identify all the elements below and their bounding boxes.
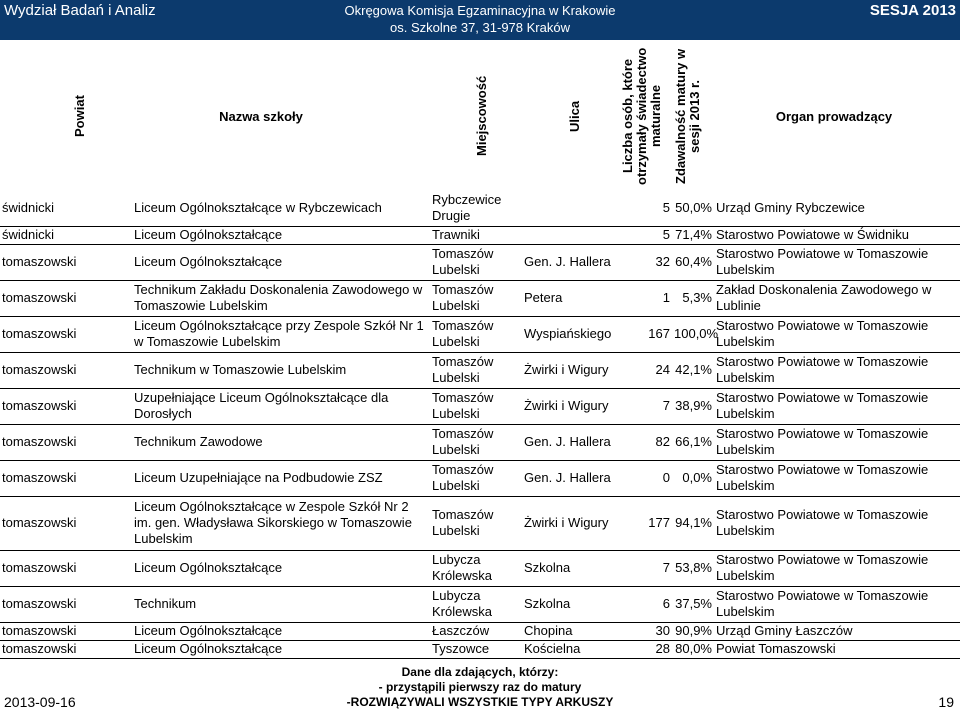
- cell-zdaw: 0,0%: [672, 460, 714, 496]
- cell-zdaw: 42,1%: [672, 352, 714, 388]
- table-row: [0, 190, 960, 226]
- cell-powiat: tomaszowski: [0, 460, 132, 496]
- cell-nazwa: Liceum Ogólnokształcące: [132, 244, 430, 280]
- cell-ulica: [522, 190, 622, 226]
- cell-miejscowosc: Lubycza Królewska: [430, 550, 522, 586]
- cell-miejscowosc: Tomaszów Lubelski: [430, 352, 522, 388]
- schools-table: [0, 190, 960, 659]
- institution-info: [0, 2, 960, 36]
- table-row: [0, 550, 960, 586]
- cell-liczba: 167: [622, 316, 672, 352]
- header-miejscowosc: Miejscowość: [474, 75, 489, 157]
- cell-miejscowosc: Tomaszów Lubelski: [430, 460, 522, 496]
- cell-zdaw: 37,5%: [672, 586, 714, 622]
- cell-zdaw: 90,9%: [672, 622, 714, 640]
- session-label: SESJA 2013: [869, 2, 956, 19]
- cell-zdaw: 100,0%: [672, 316, 714, 352]
- cell-miejscowosc: Rybczewice Drugie: [430, 190, 522, 226]
- header-organ: Organ prowadzący: [775, 108, 893, 124]
- header-nazwa: Nazwa szkoły: [219, 108, 303, 124]
- table-row: [0, 460, 960, 496]
- table-row: [0, 586, 960, 622]
- cell-liczba: 30: [622, 622, 672, 640]
- cell-liczba: 7: [622, 388, 672, 424]
- institution-address: os. Szkolne 37, 31-978 Kraków: [390, 20, 570, 35]
- table-row: [0, 424, 960, 460]
- cell-miejscowosc: Tomaszów Lubelski: [430, 316, 522, 352]
- cell-ulica: Gen. J. Hallera: [522, 424, 622, 460]
- footer-note-line3: -ROZWIĄZYWALI WSZYSTKIE TYPY ARKUSZY: [346, 695, 614, 709]
- cell-zdaw: 94,1%: [672, 496, 714, 550]
- cell-zdaw: 53,8%: [672, 550, 714, 586]
- cell-powiat: tomaszowski: [0, 550, 132, 586]
- header-zdawalnosc: Zdawalność matury w sesji 2013 r.: [673, 48, 702, 184]
- cell-organ: Starostwo Powiatowe w Świdniku: [714, 226, 960, 244]
- cell-liczba: 0: [622, 460, 672, 496]
- cell-nazwa: Liceum Ogólnokształcące w Rybczewicach: [132, 190, 430, 226]
- cell-nazwa: Liceum Ogólnokształcące: [132, 226, 430, 244]
- cell-nazwa: Technikum Zakładu Doskonalenia Zawodowego w Tomaszowie Lubelskim: [132, 280, 430, 316]
- cell-ulica: Kościelna: [522, 640, 622, 658]
- cell-zdaw: 80,0%: [672, 640, 714, 658]
- cell-powiat: tomaszowski: [0, 280, 132, 316]
- cell-ulica: Wyspiańskiego: [522, 316, 622, 352]
- cell-organ: Starostwo Powiatowe w Tomaszowie Lubelskim: [714, 460, 960, 496]
- cell-liczba: 5: [622, 226, 672, 244]
- cell-zdaw: 71,4%: [672, 226, 714, 244]
- cell-liczba: 24: [622, 352, 672, 388]
- cell-nazwa: Technikum w Tomaszowie Lubelskim: [132, 352, 430, 388]
- cell-powiat: tomaszowski: [0, 388, 132, 424]
- cell-organ: Starostwo Powiatowe w Tomaszowie Lubelskim: [714, 496, 960, 550]
- cell-miejscowosc: Lubycza Królewska: [430, 586, 522, 622]
- footer-note-line2: - przystąpili pierwszy raz do matury: [378, 680, 582, 694]
- cell-ulica: Petera: [522, 280, 622, 316]
- cell-liczba: 28: [622, 640, 672, 658]
- table-row: [0, 280, 960, 316]
- cell-powiat: świdnicki: [0, 190, 132, 226]
- header-powiat: Powiat: [72, 95, 87, 137]
- cell-liczba: 82: [622, 424, 672, 460]
- cell-nazwa: Liceum Uzupełniające na Podbudowie ZSZ: [132, 460, 430, 496]
- cell-zdaw: 50,0%: [672, 190, 714, 226]
- cell-powiat: tomaszowski: [0, 424, 132, 460]
- cell-miejscowosc: Tomaszów Lubelski: [430, 244, 522, 280]
- table-row: [0, 244, 960, 280]
- cell-nazwa: Technikum: [132, 586, 430, 622]
- cell-liczba: 32: [622, 244, 672, 280]
- cell-zdaw: 66,1%: [672, 424, 714, 460]
- cell-liczba: 1: [622, 280, 672, 316]
- institution-name: Okręgowa Komisja Egzaminacyjna w Krakowie: [344, 3, 616, 18]
- cell-powiat: tomaszowski: [0, 640, 132, 658]
- cell-organ: Starostwo Powiatowe w Tomaszowie Lubelskim: [714, 244, 960, 280]
- cell-ulica: [522, 226, 622, 244]
- cell-organ: Starostwo Powiatowe w Tomaszowie Lubelskim: [714, 388, 960, 424]
- cell-ulica: Szkolna: [522, 550, 622, 586]
- cell-liczba: 6: [622, 586, 672, 622]
- cell-miejscowosc: Tyszowce: [430, 640, 522, 658]
- cell-liczba: 7: [622, 550, 672, 586]
- table-row: [0, 496, 960, 550]
- cell-liczba: 5: [622, 190, 672, 226]
- header-liczba: Liczba osób, które otrzymały świadectwo maturalne: [620, 47, 663, 185]
- cell-miejscowosc: Tomaszów Lubelski: [430, 496, 522, 550]
- cell-nazwa: Liceum Ogólnokształcące: [132, 550, 430, 586]
- cell-miejscowosc: Tomaszów Lubelski: [430, 280, 522, 316]
- footer-note: [0, 665, 960, 710]
- cell-powiat: tomaszowski: [0, 496, 132, 550]
- cell-organ: Zakład Doskonalenia Zawodowego w Lublinie: [714, 280, 960, 316]
- cell-ulica: Żwirki i Wigury: [522, 352, 622, 388]
- cell-organ: Urząd Gminy Rybczewice: [714, 190, 960, 226]
- cell-nazwa: Liceum Ogólnokształcące w Zespole Szkół Nr 2 im. gen. Władysława Sikorskiego w Tomaszowie Lubelskim: [132, 496, 430, 550]
- page-number: 19: [938, 694, 954, 710]
- table-row: [0, 640, 960, 658]
- cell-zdaw: 60,4%: [672, 244, 714, 280]
- cell-zdaw: 5,3%: [672, 280, 714, 316]
- table-row: [0, 388, 960, 424]
- cell-organ: Starostwo Powiatowe w Tomaszowie Lubelskim: [714, 316, 960, 352]
- cell-organ: Starostwo Powiatowe w Tomaszowie Lubelskim: [714, 550, 960, 586]
- cell-powiat: tomaszowski: [0, 586, 132, 622]
- cell-powiat: świdnicki: [0, 226, 132, 244]
- cell-ulica: Żwirki i Wigury: [522, 496, 622, 550]
- cell-miejscowosc: Tomaszów Lubelski: [430, 424, 522, 460]
- cell-nazwa: Uzupełniające Liceum Ogólnokształcące dla Dorosłych: [132, 388, 430, 424]
- cell-organ: Urząd Gminy Łaszczów: [714, 622, 960, 640]
- table-row: [0, 352, 960, 388]
- cell-organ: Starostwo Powiatowe w Tomaszowie Lubelskim: [714, 352, 960, 388]
- cell-ulica: Gen. J. Hallera: [522, 460, 622, 496]
- cell-nazwa: Liceum Ogólnokształcące: [132, 622, 430, 640]
- cell-nazwa: Liceum Ogólnokształcące: [132, 640, 430, 658]
- print-date: 2013-09-16: [4, 694, 76, 710]
- cell-powiat: tomaszowski: [0, 316, 132, 352]
- cell-organ: Starostwo Powiatowe w Tomaszowie Lubelskim: [714, 424, 960, 460]
- cell-ulica: Chopina: [522, 622, 622, 640]
- footer-note-line1: Dane dla zdających, którzy:: [401, 665, 559, 679]
- header-bar: [0, 0, 960, 40]
- cell-miejscowosc: Tomaszów Lubelski: [430, 388, 522, 424]
- cell-ulica: Żwirki i Wigury: [522, 388, 622, 424]
- table-row: [0, 622, 960, 640]
- cell-miejscowosc: Łaszczów: [430, 622, 522, 640]
- cell-powiat: tomaszowski: [0, 622, 132, 640]
- cell-nazwa: Liceum Ogólnokształcące przy Zespole Szkół Nr 1 w Tomaszowie Lubelskim: [132, 316, 430, 352]
- cell-zdaw: 38,9%: [672, 388, 714, 424]
- cell-organ: Powiat Tomaszowski: [714, 640, 960, 658]
- cell-nazwa: Technikum Zawodowe: [132, 424, 430, 460]
- cell-miejscowosc: Trawniki: [430, 226, 522, 244]
- cell-powiat: tomaszowski: [0, 244, 132, 280]
- table-row: [0, 226, 960, 244]
- header-ulica: Ulica: [567, 100, 582, 132]
- cell-powiat: tomaszowski: [0, 352, 132, 388]
- table-row: [0, 316, 960, 352]
- cell-liczba: 177: [622, 496, 672, 550]
- department-title: Wydział Badań i Analiz: [4, 2, 156, 19]
- cell-ulica: Gen. J. Hallera: [522, 244, 622, 280]
- cell-ulica: Szkolna: [522, 586, 622, 622]
- cell-organ: Starostwo Powiatowe w Tomaszowie Lubelskim: [714, 586, 960, 622]
